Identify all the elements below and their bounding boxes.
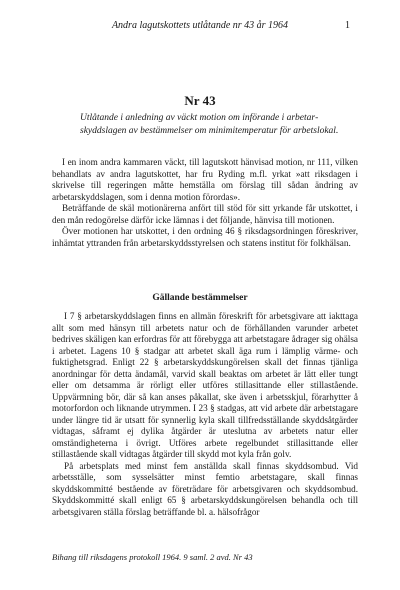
running-header — [0, 20, 400, 34]
section-heading: Gällande bestämmelser — [152, 293, 248, 303]
page-footer: Bihang till riksdagens protokoll 1964. 9 saml. 2 avd. Nr 43 — [52, 552, 253, 562]
intro-paragraph: Beträffande de skäl motionärerna anfört till stöd för sitt yrkande får utskottet, i den mån redogörelse därför icke lämnas i det följande, hänvisa till motionen. — [52, 203, 358, 225]
intro-paragraph: Över motionen har utskottet, i den ordning 46 § riksdagsordningen föreskriver, inhämtat yttranden från arbetarskyddsstyrelsen och statens institut för folkhälsan. — [52, 226, 358, 248]
rules-paragraph: I 7 § arbetarskyddslagen finns en allmän föreskrift för arbetsgivare att iakttaga allt som med hänsyn till arbetets natur och de förhållanden varunder arbetet bedrives skäligen kan erfordras för att förebygga att arbetstagare ådrager sig ohälsa i arbetet. Lagens 10 § stadgar att arbetet skall äga rum i lämplig värme- och fuktighetsgrad. Enligt 22 § arbetarskyddskungörelsen skall det finnas tjänliga anordningar för detta ändamål, varvid skall beaktas om arbetet är lätt eller tungt eller om detsamma är rörligt eller utföres stillasittande eller stillastående. Uppvärmning bör, där så kan anses påkallat, ske även i arbetsskjul, förarhytter å motorfordon och liknande utrymmen. I 23 § stadgas, att vid arbete där arbetstagare under längre tid är utsatt för synnerlig kyla skall tillfredsställande skyddsåtgärder vidtagas, såframt ej dylika åtgärder är uteslutna av arbetets natur eller omständigheterna i övrigt. Utföres arbete regelbundet stillasittande eller stillastående skall vidtagas åtgärder till skydd mot kyla från golv. — [52, 311, 358, 459]
rules-section — [52, 311, 358, 518]
rules-paragraph: På arbetsplats med minst fem anställda skall finnas skyddsombud. Vid arbetsställe, som sysselsätter minst femtio arbetstagare, skall finnas skyddskommitté bestående av företrädare för arbetsgivaren och skyddsombud. Skyddskommitté skall enligt 65 § arbetarskyddskungörelsen behandla och till arbetsgivaren ställa förslag beträffande bl. a. hälsofrågor — [52, 460, 358, 517]
running-title: Andra lagutskottets utlåtande nr 43 år 1964 — [111, 20, 289, 31]
intro-section — [52, 157, 358, 249]
document-number: Nr 43 — [184, 93, 216, 108]
intro-paragraph: I en inom andra kammaren väckt, till lagutskott hänvisad motion, nr 111, vilken behandlats av andra lagutskottet, har fru Ryding m.fl. yrkat »att riksdagen i skrivelse till regeringen måtte hemställa om förslag till sådan ändring av arbetarskyddslagen, som i denna motion förordas». — [52, 157, 358, 202]
page-number: 1 — [345, 20, 350, 31]
document-subtitle: Utlåtande i anledning av väckt motion om införande i arbetarskyddslagen av bestämmelser om minimitemperatur för arbetslokal. — [80, 113, 339, 136]
